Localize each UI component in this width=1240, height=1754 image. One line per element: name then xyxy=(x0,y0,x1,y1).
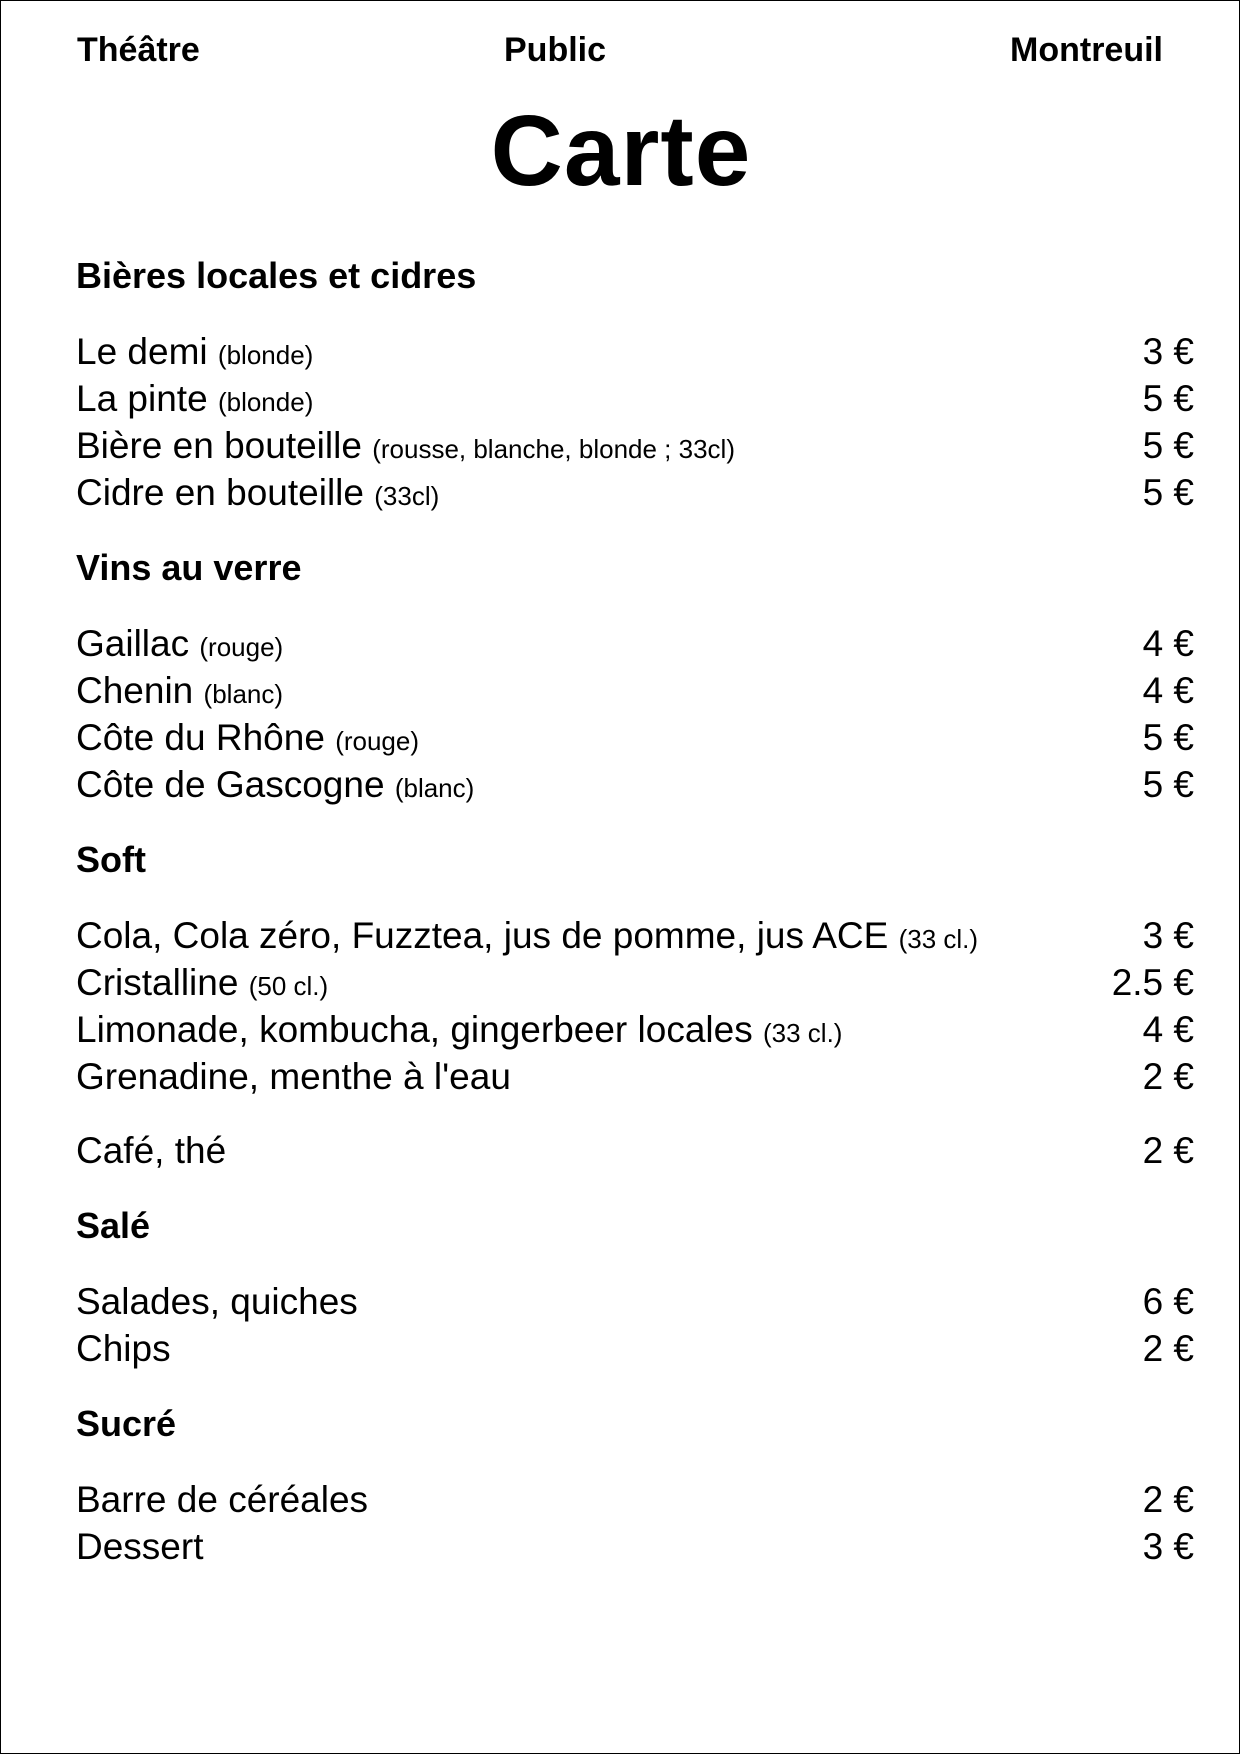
item-name-wrap xyxy=(76,959,328,1010)
item-name-wrap xyxy=(76,1127,226,1178)
item-name-wrap xyxy=(76,714,419,765)
menu-item xyxy=(76,714,1194,761)
menu-item xyxy=(76,422,1194,469)
item-price: 4 € xyxy=(1142,623,1194,664)
item-name: Barre de céréales xyxy=(76,1479,369,1520)
item-name: Bière en bouteille xyxy=(76,425,362,466)
item-price: 2 € xyxy=(1142,1130,1194,1171)
item-price: 5 € xyxy=(1142,764,1194,805)
menu-item xyxy=(76,1127,1194,1174)
item-name-wrap xyxy=(76,1278,358,1329)
header-left: Théâtre xyxy=(77,31,200,69)
section-title: Sucré xyxy=(76,1403,177,1444)
menu-item xyxy=(76,667,1194,714)
section-title: Salé xyxy=(76,1205,151,1246)
menu-item xyxy=(76,1523,1194,1570)
menu-item xyxy=(76,328,1194,375)
header xyxy=(77,31,1163,75)
item-name-wrap xyxy=(76,422,735,473)
item-detail: (blonde) xyxy=(217,387,314,417)
item-name-wrap xyxy=(76,328,313,379)
item-name: Côte du Rhône xyxy=(76,717,325,758)
menu-item xyxy=(76,959,1194,1006)
menu-item xyxy=(76,1006,1194,1053)
item-name: Dessert xyxy=(76,1526,204,1567)
item-group xyxy=(76,1127,1194,1174)
item-detail: (blanc) xyxy=(394,773,475,803)
item-detail: (50 cl.) xyxy=(248,971,329,1001)
item-name: Chenin xyxy=(76,670,194,711)
item-name: Limonade, kombucha, gingerbeer locales xyxy=(76,1009,753,1050)
item-price: 2.5 € xyxy=(1111,962,1194,1003)
menu-list xyxy=(76,251,1194,1597)
item-group xyxy=(76,620,1194,808)
item-name: Côte de Gascogne xyxy=(76,764,385,805)
item-name-wrap xyxy=(76,1053,511,1104)
item-detail: (33 cl.) xyxy=(898,924,979,954)
item-name-wrap xyxy=(76,1476,368,1527)
item-name: Cristalline xyxy=(76,962,239,1003)
item-price: 2 € xyxy=(1142,1056,1194,1097)
item-name-wrap xyxy=(76,1325,171,1376)
section-title: Bières locales et cidres xyxy=(76,255,477,296)
item-name: Chips xyxy=(76,1328,171,1369)
item-price: 5 € xyxy=(1142,472,1194,513)
item-detail: (blanc) xyxy=(203,679,284,709)
item-name: Café, thé xyxy=(76,1130,227,1171)
item-group xyxy=(76,328,1194,516)
menu-item xyxy=(76,469,1194,516)
item-price: 2 € xyxy=(1142,1479,1194,1520)
item-price: 3 € xyxy=(1142,331,1194,372)
menu-section-sucre xyxy=(76,1399,1194,1570)
item-price: 5 € xyxy=(1142,378,1194,419)
menu-item xyxy=(76,1325,1194,1372)
header-right: Montreuil xyxy=(1010,31,1163,69)
item-name-wrap xyxy=(76,469,439,520)
item-name: Cola, Cola zéro, Fuzztea, jus de pomme, jus ACE xyxy=(76,915,889,956)
item-name: Cidre en bouteille xyxy=(76,472,364,513)
item-price: 4 € xyxy=(1142,670,1194,711)
item-detail: (rouge) xyxy=(199,632,284,662)
menu-section-vins xyxy=(76,543,1194,808)
header-center: Public xyxy=(504,31,607,69)
menu-item xyxy=(76,375,1194,422)
item-name-wrap xyxy=(76,761,474,812)
item-name-wrap xyxy=(76,1523,203,1574)
menu-item xyxy=(76,1053,1194,1100)
item-price: 3 € xyxy=(1142,1526,1194,1567)
item-detail: (rouge) xyxy=(335,726,420,756)
section-title: Soft xyxy=(76,839,146,880)
menu-section-bieres xyxy=(76,251,1194,516)
item-name: Grenadine, menthe à l'eau xyxy=(76,1056,511,1097)
item-group xyxy=(76,1278,1194,1372)
menu-item xyxy=(76,620,1194,667)
menu-item xyxy=(76,761,1194,808)
item-price: 5 € xyxy=(1142,717,1194,758)
item-name-wrap xyxy=(76,912,978,963)
item-price: 6 € xyxy=(1142,1281,1194,1322)
page-title: Carte xyxy=(490,95,752,207)
menu-section-sale xyxy=(76,1201,1194,1372)
item-name: Le demi xyxy=(76,331,208,372)
item-name-wrap xyxy=(76,667,283,718)
item-name-wrap xyxy=(76,620,283,671)
menu-item xyxy=(76,1476,1194,1523)
item-price: 5 € xyxy=(1142,425,1194,466)
section-title: Vins au verre xyxy=(76,547,302,588)
item-price: 3 € xyxy=(1142,915,1194,956)
menu-section-soft xyxy=(76,835,1194,1174)
item-name-wrap xyxy=(76,1006,842,1057)
item-price: 4 € xyxy=(1142,1009,1194,1050)
item-group xyxy=(76,1476,1194,1570)
item-detail: (33cl) xyxy=(374,481,440,511)
item-name: Gaillac xyxy=(76,623,190,664)
item-name: La pinte xyxy=(76,378,208,419)
item-detail: (rousse, blanche, blonde ; 33cl) xyxy=(372,434,735,464)
item-name-wrap xyxy=(76,375,313,426)
item-detail: (33 cl.) xyxy=(762,1018,843,1048)
item-group xyxy=(76,912,1194,1100)
item-detail: (blonde) xyxy=(217,340,314,370)
menu-item xyxy=(76,912,1194,959)
menu-item xyxy=(76,1278,1194,1325)
item-name: Salades, quiches xyxy=(76,1281,358,1322)
item-price: 2 € xyxy=(1142,1328,1194,1369)
